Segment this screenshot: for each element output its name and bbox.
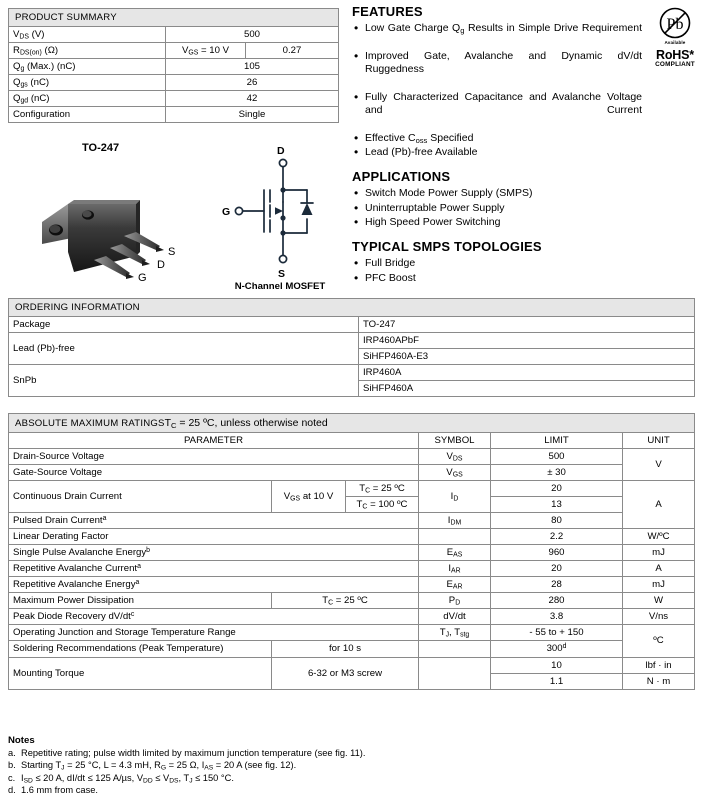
row-param: $Q_{gs}$ (nC) <box>9 75 166 91</box>
table-row <box>9 43 339 59</box>
row-unit: N · m <box>623 673 695 689</box>
symbol-source-label: S <box>278 268 286 280</box>
note-item <box>8 772 568 784</box>
row-unit: lbf · in <box>623 657 695 673</box>
table-row <box>9 593 695 609</box>
row-unit: mJ <box>623 545 695 561</box>
note-key: d. <box>8 785 16 796</box>
col-header-unit: UNIT <box>623 433 695 449</box>
list-item: • Uninterruptable Power Supply <box>352 202 642 215</box>
row-unit: A <box>623 481 695 529</box>
list-item: • Improved Gate, Avalanche and Dynamic dV/dt Ruggedness <box>352 50 642 90</box>
note-text: Repetitive rating; pulse width limited by maximum junction temperature (see fig. 11). <box>21 748 366 758</box>
row-unit: mJ <box>623 577 695 593</box>
note-item <box>8 759 568 771</box>
row-condition-1: $T_C = 25$ ºC <box>272 593 419 609</box>
row-limit: 300$^d$ <box>491 641 623 657</box>
row-condition-2: $T_C = 100$ ºC <box>346 497 419 513</box>
absmax-table <box>8 413 695 690</box>
ordering-label: Package <box>9 317 359 333</box>
topologies-heading: TYPICAL SMPS TOPOLOGIES <box>352 239 542 255</box>
table-row <box>9 657 695 673</box>
row-symbol: $T_J$, $T_{stg}$ <box>419 625 491 641</box>
row-symbol: $V_{GS}$ <box>419 465 491 481</box>
row-parameter: Pulsed Drain Current$^a$ <box>9 513 419 529</box>
list-item: • Low Gate Charge $Q_g$ Results in Simple Drive Requirement <box>352 22 642 49</box>
table-row <box>9 561 695 577</box>
absmax-title: ABSOLUTE MAXIMUM $RATINGST_C = 25$ ºC, unless otherwise noted <box>9 414 695 433</box>
table-row <box>9 317 695 333</box>
table-row <box>9 529 695 545</box>
note-key: a. <box>8 748 16 758</box>
table-row <box>9 481 695 497</box>
table-row <box>9 577 695 593</box>
ordering-label: SnPb <box>9 365 359 397</box>
row-limit: 3.8 <box>491 609 623 625</box>
row-parameter: Repetitive Avalanche Current$^a$ <box>9 561 419 577</box>
row-symbol: $P_D$ <box>419 593 491 609</box>
row-unit: A <box>623 561 695 577</box>
row-parameter: Operating Junction and Storage Temperature Range <box>9 625 419 641</box>
row-limit: 960 <box>491 545 623 561</box>
ordering-title: ORDERING INFORMATION <box>9 299 695 317</box>
row-symbol <box>419 529 491 545</box>
ordering-value: IRP460A <box>359 365 695 381</box>
table-row <box>9 625 695 641</box>
note-text: 1.6 mm from case. <box>21 785 98 796</box>
table-row <box>9 9 339 27</box>
row-symbol: $I_D$ <box>419 481 491 513</box>
row-limit: 280 <box>491 593 623 609</box>
mosfet-symbol <box>215 145 345 295</box>
row-unit: V <box>623 449 695 481</box>
row-parameter: Single Pulse Avalanche Energy$^b$ <box>9 545 419 561</box>
product-summary-title: PRODUCT SUMMARY <box>9 9 339 27</box>
row-parameter: Mounting Torque <box>9 657 272 689</box>
symbol-gate-label: G <box>222 206 231 218</box>
table-row <box>9 641 695 657</box>
row-parameter: Gate-Source Voltage <box>9 465 419 481</box>
row-limit: 10 <box>491 657 623 673</box>
applications-list <box>352 187 642 229</box>
notes-title: Notes <box>8 735 35 746</box>
product-summary-table <box>8 8 339 123</box>
row-value: Single <box>166 107 339 123</box>
symbol-caption: N-Channel MOSFET <box>234 281 326 292</box>
row-unit: ºC <box>623 625 695 657</box>
row-limit: - 55 to + 150 <box>491 625 623 641</box>
row-limit: 500 <box>491 449 623 465</box>
note-item <box>8 747 568 759</box>
row-symbol: dV/dt <box>419 609 491 625</box>
list-item: • Full Bridge <box>352 257 642 270</box>
table-row <box>9 107 339 123</box>
row-limit: 2.2 <box>491 529 623 545</box>
ordering-value: IRP460APbF <box>359 333 695 349</box>
table-row <box>9 609 695 625</box>
row-condition-1: 6-32 or M3 screw <box>272 657 419 689</box>
ordering-value: SiHFP460A <box>359 381 695 397</box>
list-item: • Lead (Pb)-free Available <box>352 146 642 159</box>
features-list <box>352 22 642 159</box>
row-limit: 80 <box>491 513 623 529</box>
row-param: $V_{DS}$ (V) <box>9 27 166 43</box>
col-header-limit: LIMIT <box>491 433 623 449</box>
row-param: Configuration <box>9 107 166 123</box>
notes-section <box>8 735 568 796</box>
list-item: • PFC Boost <box>352 272 642 285</box>
row-limit: 1.1 <box>491 673 623 689</box>
row-condition-1: for 10 s <box>272 641 419 657</box>
pin-label-s: S <box>168 246 176 258</box>
row-param: $R_{DS(on)}$ (Ω) <box>9 43 166 59</box>
table-row <box>9 545 695 561</box>
col-header-symbol: SYMBOL <box>419 433 491 449</box>
absolute-maximum-ratings-section <box>8 413 694 690</box>
row-condition-2: $T_C = 25$ ºC <box>346 481 419 497</box>
row-unit: W <box>623 593 695 609</box>
row-symbol: $E_{AS}$ <box>419 545 491 561</box>
svg-text:Pb: Pb <box>666 16 684 33</box>
note-text: Starting $T_J = 25$ °C, L = 4.3 mH, $R_G = 25$ Ω, $I_{AS} = 20$ A (see fig. 12). <box>21 760 297 773</box>
row-symbol: $E_{AR}$ <box>419 577 491 593</box>
row-parameter: Peak Diode Recovery $dV/dt^c$ <box>9 609 419 625</box>
rohs-label: RoHS* <box>656 48 694 62</box>
row-limit: 13 <box>491 497 623 513</box>
symbol-drain-label: D <box>277 145 285 157</box>
list-item: • Effective $C_{oss}$ Specified <box>352 132 642 145</box>
row-limit: 28 <box>491 577 623 593</box>
n-channel-mosfet-icon <box>215 145 345 280</box>
pb-free-icon <box>658 6 692 40</box>
row-symbol <box>419 657 491 689</box>
table-row <box>9 59 339 75</box>
note-key: b. <box>8 760 16 771</box>
row-value: 42 <box>166 91 339 107</box>
table-row <box>9 333 695 349</box>
row-value: 0.27 <box>246 43 339 59</box>
row-limit: 20 <box>491 561 623 577</box>
ordering-table <box>8 298 695 397</box>
ordering-value: SiHFP460A-E3 <box>359 349 695 365</box>
col-header-parameter: PARAMETER <box>9 433 419 449</box>
table-row <box>9 449 695 465</box>
row-limit: ± 30 <box>491 465 623 481</box>
ordering-label: Lead (Pb)-free <box>9 333 359 365</box>
list-item: • Switch Mode Power Supply (SMPS) <box>352 187 642 200</box>
row-parameter: Continuous Drain Current <box>9 481 272 513</box>
pin-label-d: D <box>157 259 165 271</box>
row-value: 105 <box>166 59 339 75</box>
topologies-list <box>352 257 642 285</box>
pin-label-g: G <box>138 272 147 284</box>
row-symbol: $V_{DS}$ <box>419 449 491 465</box>
note-key: c. <box>8 772 16 783</box>
features-heading: FEATURES <box>352 4 423 19</box>
ordering-value: TO-247 <box>359 317 695 333</box>
list-item: • Fully Characterized Capacitance and Avalanche Voltage and Current <box>352 91 642 131</box>
row-unit: W/ºC <box>623 529 695 545</box>
row-unit: V/ns <box>623 609 695 625</box>
table-row <box>9 465 695 481</box>
note-text: $I_{SD} \le 20$ A, dI/dt ≤ 125 A/µs, $V_{DD} \le V_{DS}$, $T_J \le 150$ °C. <box>21 772 234 785</box>
row-value: 500 <box>166 27 339 43</box>
row-limit: 20 <box>491 481 623 497</box>
features-column <box>352 4 642 295</box>
row-param: $Q_g$ (Max.) (nC) <box>9 59 166 75</box>
row-param: $Q_{gd}$ (nC) <box>9 91 166 107</box>
table-row <box>9 91 339 107</box>
row-condition-1: $V_{GS}$ at 10 V <box>272 481 346 513</box>
row-parameter: Maximum Power Dissipation <box>9 593 272 609</box>
rohs-compliant-label: COMPLIANT <box>655 61 695 68</box>
pb-available-label: Available <box>664 40 686 45</box>
list-item: • High Speed Power Switching <box>352 216 642 229</box>
row-symbol <box>419 641 491 657</box>
row-parameter: Soldering Recommendations (Peak Temperature) <box>9 641 272 657</box>
table-row-header <box>9 433 695 449</box>
row-value: 26 <box>166 75 339 91</box>
rohs-logo-group <box>650 6 700 68</box>
product-summary-section <box>8 8 338 123</box>
row-symbol: $I_{DM}$ <box>419 513 491 529</box>
ordering-information-section <box>8 298 694 397</box>
row-symbol: $I_{AR}$ <box>419 561 491 577</box>
table-row <box>9 414 695 433</box>
row-parameter: Repetitive Avalanche Energy$^a$ <box>9 577 419 593</box>
package-label: TO-247 <box>82 142 120 154</box>
table-row <box>9 299 695 317</box>
row-parameter: Linear Derating Factor <box>9 529 419 545</box>
table-row <box>9 365 695 381</box>
to247-package-icon <box>40 160 215 290</box>
package-drawing <box>40 142 215 290</box>
table-row <box>9 75 339 91</box>
note-item <box>8 784 568 796</box>
row-parameter: Drain-Source Voltage <box>9 449 419 465</box>
applications-heading: APPLICATIONS <box>352 169 451 185</box>
row-condition: $V_{GS} = 10$ V <box>166 43 246 59</box>
table-row <box>9 27 339 43</box>
table-row <box>9 513 695 529</box>
